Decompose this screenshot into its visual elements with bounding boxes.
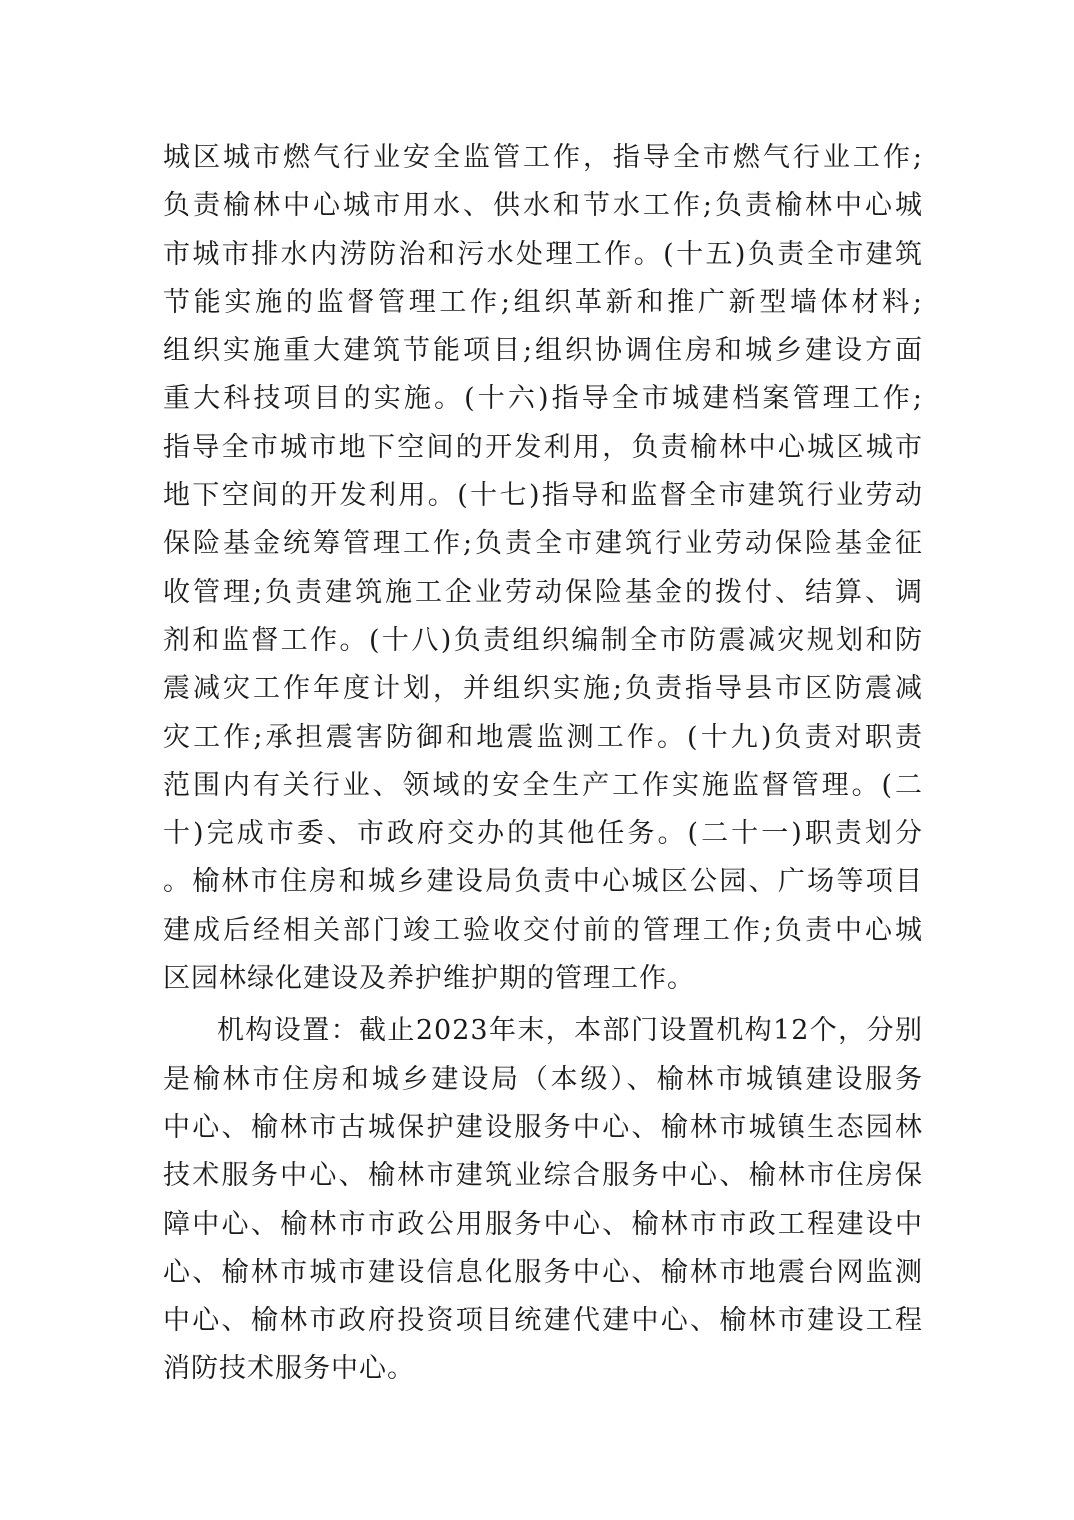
paragraph-organization (163, 1007, 923, 1393)
text-line: 机构设置：截止2023年末，本部门设置机构12个，分别 (217, 1015, 923, 1047)
text-line: 心、榆林市城市建设信息化服务中心、榆林市地震台网监测 (163, 1256, 923, 1288)
text-line: 。榆林市住房和城乡建设局负责中心城区公园、广场等项目 (163, 866, 923, 898)
text-line: 中心、榆林市古城保护建设服务中心、榆林市城镇生态园林 (163, 1111, 923, 1143)
text-line: 保险基金统筹管理工作;负责全市建筑行业劳动保险基金征 (163, 528, 923, 560)
text-line: 负责榆林中心城市用水、供水和节水工作;负责榆林中心城 (163, 190, 923, 222)
paragraph-responsibilities (163, 134, 923, 1003)
text-line: 灾工作;承担震害防御和地震监测工作。(十九)负责对职责 (163, 721, 923, 753)
text-line: 城区城市燃气行业安全监管工作，指导全市燃气行业工作; (163, 142, 923, 173)
text-line: 剂和监督工作。(十八)负责组织编制全市防震减灾规划和防 (163, 624, 923, 656)
text-line: 十)完成市委、市政府交办的其他任务。(二十一)职责划分 (163, 818, 923, 850)
text-line: 建成后经相关部门竣工验收交付前的管理工作;负责中心城 (163, 914, 923, 946)
text-line: 收管理;负责建筑施工企业劳动保险基金的拨付、结算、调 (163, 576, 923, 608)
text-line: 是榆林市住房和城乡建设局（本级）、榆林市城镇建设服务 (163, 1063, 923, 1095)
text-line: 地下空间的开发利用。(十七)指导和监督全市建筑行业劳动 (163, 480, 923, 512)
text-line: 重大科技项目的实施。(十六)指导全市城建档案管理工作; (163, 383, 923, 415)
document-body (163, 134, 923, 1394)
text-line: 中心、榆林市政府投资项目统建代建中心、榆林市建设工程 (163, 1305, 923, 1337)
text-line: 组织实施重大建筑节能项目;组织协调住房和城乡建设方面 (163, 335, 923, 367)
text-line: 震减灾工作年度计划，并组织实施;负责指导县市区防震减 (163, 673, 923, 705)
text-line: 指导全市城市地下空间的开发利用，负责榆林中心城区城市 (163, 431, 923, 463)
text-line: 范围内有关行业、领域的安全生产工作实施监督管理。(二 (163, 769, 923, 801)
text-line: 技术服务中心、榆林市建筑业综合服务中心、榆林市住房保 (163, 1160, 923, 1192)
text-line: 市城市排水内涝防治和污水处理工作。(十五)负责全市建筑 (163, 238, 923, 270)
text-line: 消防技术服务中心。 (163, 1353, 415, 1385)
text-line: 区园林绿化建设及养护维护期的管理工作。 (163, 963, 695, 995)
text-line: 障中心、榆林市市政公用服务中心、榆林市市政工程建设中 (163, 1208, 923, 1240)
text-line: 节能实施的监督管理工作;组织革新和推广新型墙体材料; (163, 286, 923, 318)
